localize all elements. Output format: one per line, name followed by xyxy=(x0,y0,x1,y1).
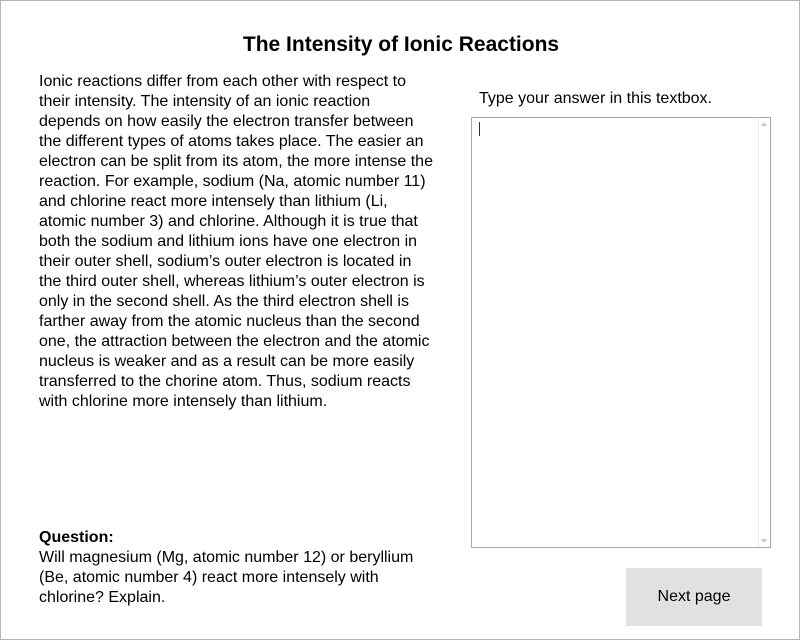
question-heading: Question: xyxy=(39,529,114,546)
text-caret xyxy=(479,122,480,136)
next-page-button[interactable]: Next page xyxy=(626,568,762,626)
answer-textbox[interactable] xyxy=(471,117,771,548)
question-block xyxy=(39,528,453,608)
answer-scrollbar[interactable] xyxy=(758,118,770,547)
page-title: The Intensity of Ionic Reactions xyxy=(242,33,560,56)
answer-prompt: Type your answer in this textbox. xyxy=(479,90,712,107)
scroll-up-arrow-icon[interactable] xyxy=(761,122,767,126)
reading-passage: Ionic reactions differ from each other with respect to their intensity. The intensity of an ionic reaction depends on how easily the electron transfer between the different types of atoms takes place. The easier an electron can be split from its atom, the more intense the reaction. For example, sodium (Na, atomic number 11) and chlorine react more intensely than lithium (Li, atomic number 3) and chlorine. Although it is true that both the sodium and lithium ions have one electron in their outer shell, sodium’s outer electron is located in the third outer shell, whereas lithium’s outer electron is only in the second shell. As the third electron shell is farther away from the atomic nucleus than the second one, the attraction between the electron and the atomic nucleus is weaker and as a result can be more easily transferred to the chorine atom. Thus, sodium reacts with chlorine more intensely than lithium. xyxy=(39,73,433,410)
question-text: Will magnesium (Mg, atomic number 12) or beryllium (Be, atomic number 4) react more intensely with chlorine? Explain. xyxy=(39,549,414,606)
scroll-down-arrow-icon[interactable] xyxy=(761,539,767,543)
